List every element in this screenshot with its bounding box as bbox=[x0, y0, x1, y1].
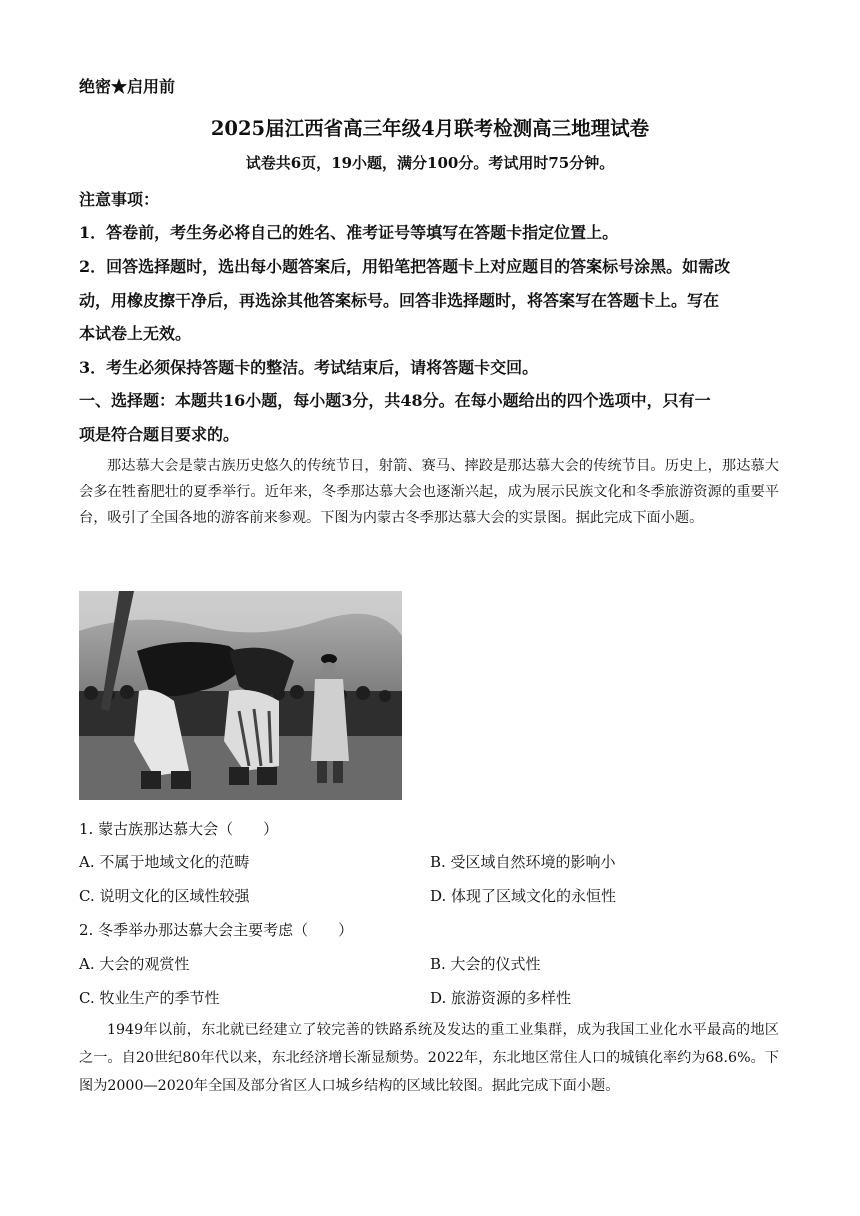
notice-item-3: 3．考生必须保持答题卡的整洁。考试结束后，请将答题卡交回。 bbox=[79, 358, 539, 377]
section-heading-line-2: 项是符合题目要求的。 bbox=[79, 425, 240, 444]
q2-stem: 2. 冬季举办那达慕大会主要考虑（ ） bbox=[79, 921, 354, 939]
q1-option-a: A. 不属于地域文化的范畴 bbox=[79, 853, 250, 871]
q2-option-b: B. 大会的仪式性 bbox=[430, 955, 541, 973]
exam-info: 试卷共6页，19小题，满分100分。考试用时75分钟。 bbox=[245, 154, 615, 172]
notice-item-2-line-2: 动，用橡皮擦干净后，再选涂其他答案标号。回答非选择题时，将答案写在答题卡上。写在 bbox=[79, 291, 720, 310]
secret-mark: 绝密★启用前 bbox=[79, 77, 176, 96]
q1-option-c: C. 说明文化的区域性较强 bbox=[79, 887, 250, 905]
q1-stem: 1. 蒙古族那达慕大会（ ） bbox=[79, 820, 279, 838]
notice-item-2-line-3: 本试卷上无效。 bbox=[79, 324, 192, 343]
passage-northeast: 1949年以前，东北就已经建立了较完善的铁路系统及发达的重工业集群，成为我国工业化水平最高的地区之一。自20世纪80年代以来，东北经济增长渐显颓势。2022年，东北地区常住人口的城镇化率约为68.6%。下图为2000—2020年全国及部分省区人口城乡结构的区域比较图。据此完成下面小题。 bbox=[79, 1022, 779, 1094]
notice-heading: 注意事项： bbox=[79, 190, 160, 209]
q2-option-c: C. 牧业生产的季节性 bbox=[79, 989, 220, 1007]
q1-option-d: D. 体现了区域文化的永恒性 bbox=[430, 887, 617, 905]
passage-naadam: 那达慕大会是蒙古族历史悠久的传统节日，射箭、赛马、摔跤是那达慕大会的传统节目。历史上，那达慕大会多在牲畜肥壮的夏季举行。近年来，冬季那达慕大会也逐渐兴起，成为展示民族文化和冬季旅游资源的重要平台，吸引了全国各地的游客前来参观。下图为内蒙古冬季那达慕大会的实景图。据此完成下面小题。 bbox=[79, 458, 779, 526]
q2-option-a: A. 大会的观赏性 bbox=[79, 955, 190, 973]
q2-option-d: D. 旅游资源的多样性 bbox=[430, 989, 572, 1007]
section-heading-line-1: 一、选择题：本题共16小题，每小题3分，共48分。在每小题给出的四个选项中，只有一 bbox=[79, 391, 711, 410]
page-title: 2025届江西省高三年级4月联考检测高三地理试卷 bbox=[210, 117, 650, 140]
naadam-wrestling-photo bbox=[79, 591, 402, 800]
notice-item-1: 1．答卷前，考生务必将自己的姓名、准考证号等填写在答题卡指定位置上。 bbox=[79, 223, 619, 242]
q1-option-b: B. 受区域自然环境的影响小 bbox=[430, 853, 616, 871]
notice-item-2-line-1: 2．回答选择题时，选出每小题答案后，用铅笔把答题卡上对应题目的答案标号涂黑。如需改 bbox=[79, 257, 731, 276]
